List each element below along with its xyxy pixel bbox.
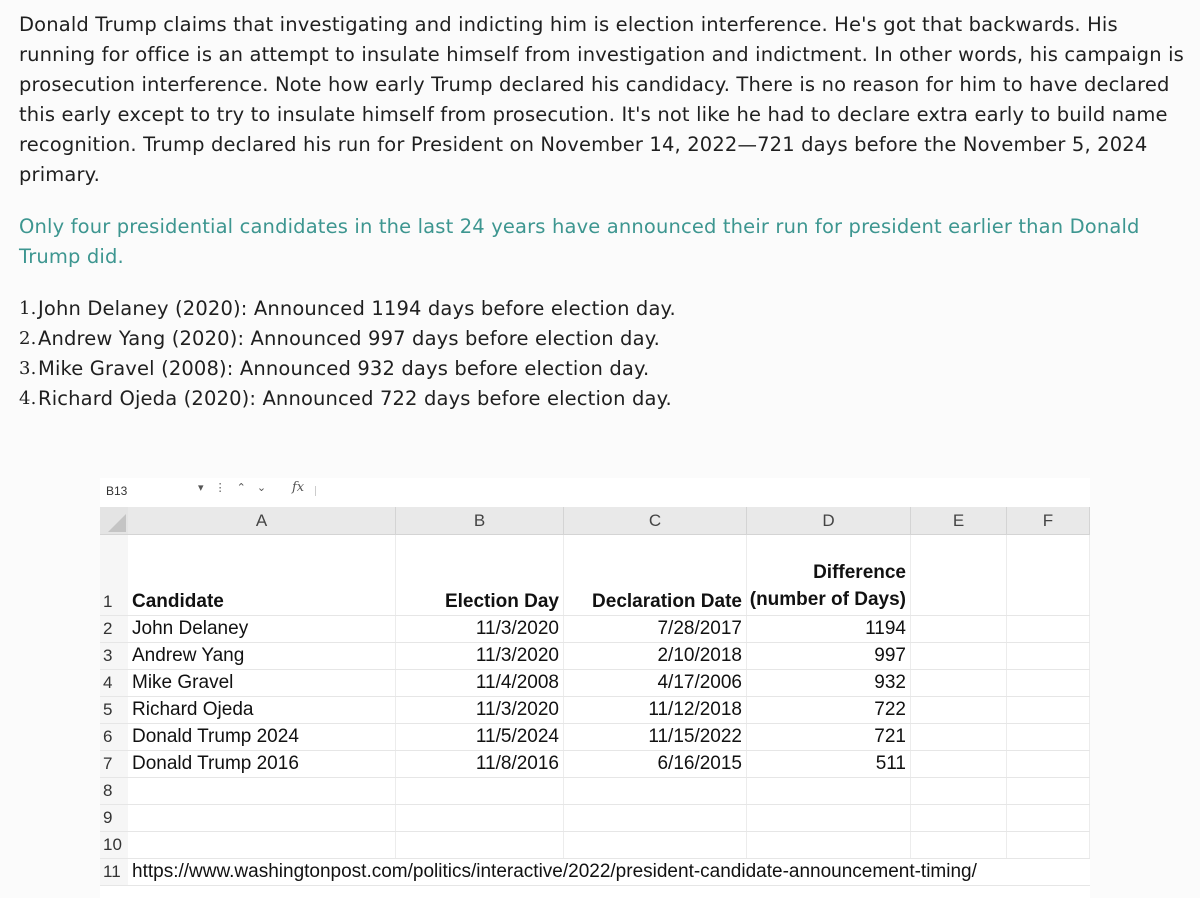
list-item bbox=[19, 294, 1184, 324]
candidate-cell: John Delaney bbox=[128, 616, 396, 642]
table-row bbox=[100, 751, 1090, 778]
election-day-cell: 11/3/2020 bbox=[396, 697, 564, 723]
candidate-cell: Mike Gravel bbox=[128, 670, 396, 696]
election-day-cell: 11/8/2016 bbox=[396, 751, 564, 777]
sheet-grid bbox=[100, 507, 1090, 886]
empty-cell bbox=[128, 832, 396, 858]
election-day-cell: 11/5/2024 bbox=[396, 724, 564, 750]
row-number: 5 bbox=[100, 697, 128, 723]
table-row bbox=[100, 805, 1090, 832]
empty-cell bbox=[1007, 805, 1090, 831]
empty-cell bbox=[1007, 697, 1090, 723]
fx-icon: fx bbox=[292, 480, 305, 495]
row-number: 8 bbox=[100, 778, 128, 804]
empty-cell bbox=[911, 616, 1007, 642]
difference-cell: 511 bbox=[747, 751, 911, 777]
row-number: 4 bbox=[100, 670, 128, 696]
empty-cell bbox=[396, 778, 564, 804]
row-number: 10 bbox=[100, 832, 128, 858]
empty-cell bbox=[911, 832, 1007, 858]
highlight-paragraph: Only four presidential candidates in the last 24 years have announced their run for president earlier than Donald Trump did. bbox=[19, 215, 1140, 268]
empty-cell bbox=[1007, 616, 1090, 642]
declaration-date-cell: 6/16/2015 bbox=[564, 751, 747, 777]
empty-cell bbox=[396, 805, 564, 831]
cell-reference: B13 bbox=[106, 484, 128, 496]
column-header-e: E bbox=[911, 507, 1007, 534]
column-header-a: A bbox=[128, 507, 396, 534]
list-text: Andrew Yang (2020): Announced 997 days before election day. bbox=[38, 327, 660, 350]
difference-cell: 1194 bbox=[747, 616, 911, 642]
column-header-row bbox=[100, 507, 1090, 535]
empty-cell bbox=[564, 805, 747, 831]
empty-cell bbox=[1007, 670, 1090, 696]
candidate-cell: Richard Ojeda bbox=[128, 697, 396, 723]
declaration-date-cell: 4/17/2006 bbox=[564, 670, 747, 696]
row-number: 11 bbox=[100, 859, 128, 885]
declaration-date-cell: 2/10/2018 bbox=[564, 643, 747, 669]
column-header-f: F bbox=[1007, 507, 1090, 534]
intro-paragraph: Donald Trump claims that investigating and indicting him is election interference. He's got that backwards. His running for office is an attempt to insulate himself from investigation and indictment. In other words, his campaign is prosecution interference. Note how early Trump declared his candidacy. There is no reason for him to have declared this early except to try to insulate himself from prosecution. It's not like he had to declare extra early to build name recognition. Trump declared his run for President on November 14, 2022—721 days before the November 5, 2024 primary. bbox=[19, 13, 1184, 186]
candidate-cell: Donald Trump 2024 bbox=[128, 724, 396, 750]
article bbox=[19, 10, 1184, 414]
empty-cell bbox=[564, 832, 747, 858]
empty-cell bbox=[911, 643, 1007, 669]
list-item bbox=[19, 384, 1184, 414]
sheet-rows bbox=[100, 535, 1090, 886]
declaration-date-cell: 11/12/2018 bbox=[564, 697, 747, 723]
column-header-d: D bbox=[747, 507, 911, 534]
table-row bbox=[100, 670, 1090, 697]
formula-bar-divider bbox=[315, 486, 316, 496]
source-url-cell: https://www.washingtonpost.com/politics/interactive/2022/president-candidate-announcement-timing/ bbox=[132, 861, 977, 882]
table-row bbox=[100, 724, 1090, 751]
list-number: 3. bbox=[19, 358, 37, 379]
empty-cell bbox=[564, 778, 747, 804]
header-declaration-date: Declaration Date bbox=[564, 535, 747, 615]
table-row bbox=[100, 778, 1090, 805]
empty-cell bbox=[911, 697, 1007, 723]
difference-cell: 997 bbox=[747, 643, 911, 669]
empty-cell bbox=[396, 832, 564, 858]
table-row bbox=[100, 832, 1090, 859]
empty-cell bbox=[747, 832, 911, 858]
difference-cell: 722 bbox=[747, 697, 911, 723]
select-all-corner bbox=[100, 507, 128, 534]
declaration-date-cell: 11/15/2022 bbox=[564, 724, 747, 750]
row-number: 3 bbox=[100, 643, 128, 669]
header-difference-line1: Difference bbox=[813, 562, 906, 583]
empty-cell bbox=[911, 535, 1007, 615]
empty-cell bbox=[747, 778, 911, 804]
list-number: 4. bbox=[19, 388, 37, 409]
empty-cell bbox=[911, 778, 1007, 804]
candidate-cell: Donald Trump 2016 bbox=[128, 751, 396, 777]
list-number: 2. bbox=[19, 328, 37, 349]
header-candidate: Candidate bbox=[128, 535, 396, 615]
row-number: 7 bbox=[100, 751, 128, 777]
formula-bar bbox=[100, 478, 1090, 496]
empty-cell bbox=[128, 778, 396, 804]
empty-cell bbox=[911, 670, 1007, 696]
table-row bbox=[100, 616, 1090, 643]
empty-cell bbox=[1007, 643, 1090, 669]
empty-cell bbox=[128, 805, 396, 831]
table-row bbox=[100, 643, 1090, 670]
header-difference bbox=[747, 535, 911, 615]
row-number: 9 bbox=[100, 805, 128, 831]
empty-cell bbox=[1007, 724, 1090, 750]
list-item bbox=[19, 324, 1184, 354]
header-election-day: Election Day bbox=[396, 535, 564, 615]
list-text: John Delaney (2020): Announced 1194 days before election day. bbox=[38, 297, 676, 320]
empty-cell bbox=[1007, 535, 1090, 615]
header-row bbox=[100, 535, 1090, 616]
empty-cell bbox=[1007, 778, 1090, 804]
list-item bbox=[19, 354, 1184, 384]
empty-cell bbox=[747, 805, 911, 831]
row-number: 1 bbox=[100, 535, 128, 615]
column-header-b: B bbox=[396, 507, 564, 534]
difference-cell: 932 bbox=[747, 670, 911, 696]
candidate-cell: Andrew Yang bbox=[128, 643, 396, 669]
declaration-date-cell: 7/28/2017 bbox=[564, 616, 747, 642]
empty-cell bbox=[911, 724, 1007, 750]
empty-cell bbox=[1007, 832, 1090, 858]
list-text: Mike Gravel (2008): Announced 932 days before election day. bbox=[38, 357, 650, 380]
column-header-c: C bbox=[564, 507, 747, 534]
header-difference-line2: (number of Days) bbox=[749, 589, 906, 610]
table-row bbox=[100, 859, 1090, 886]
empty-cell bbox=[1007, 751, 1090, 777]
list-text: Richard Ojeda (2020): Announced 722 days before election day. bbox=[38, 387, 672, 410]
election-day-cell: 11/3/2020 bbox=[396, 643, 564, 669]
election-day-cell: 11/3/2020 bbox=[396, 616, 564, 642]
row-number: 6 bbox=[100, 724, 128, 750]
candidate-list bbox=[19, 294, 1184, 414]
row-number: 2 bbox=[100, 616, 128, 642]
election-day-cell: 11/4/2008 bbox=[396, 670, 564, 696]
list-number: 1. bbox=[19, 298, 37, 319]
empty-cell bbox=[911, 751, 1007, 777]
empty-cell bbox=[911, 805, 1007, 831]
select-all-triangle-icon bbox=[108, 514, 126, 532]
spreadsheet-screenshot bbox=[100, 478, 1090, 898]
table-row bbox=[100, 697, 1090, 724]
formula-bar-controls-icon: ▾ ⋮ ⌃ ⌄ bbox=[198, 482, 271, 494]
difference-cell: 721 bbox=[747, 724, 911, 750]
